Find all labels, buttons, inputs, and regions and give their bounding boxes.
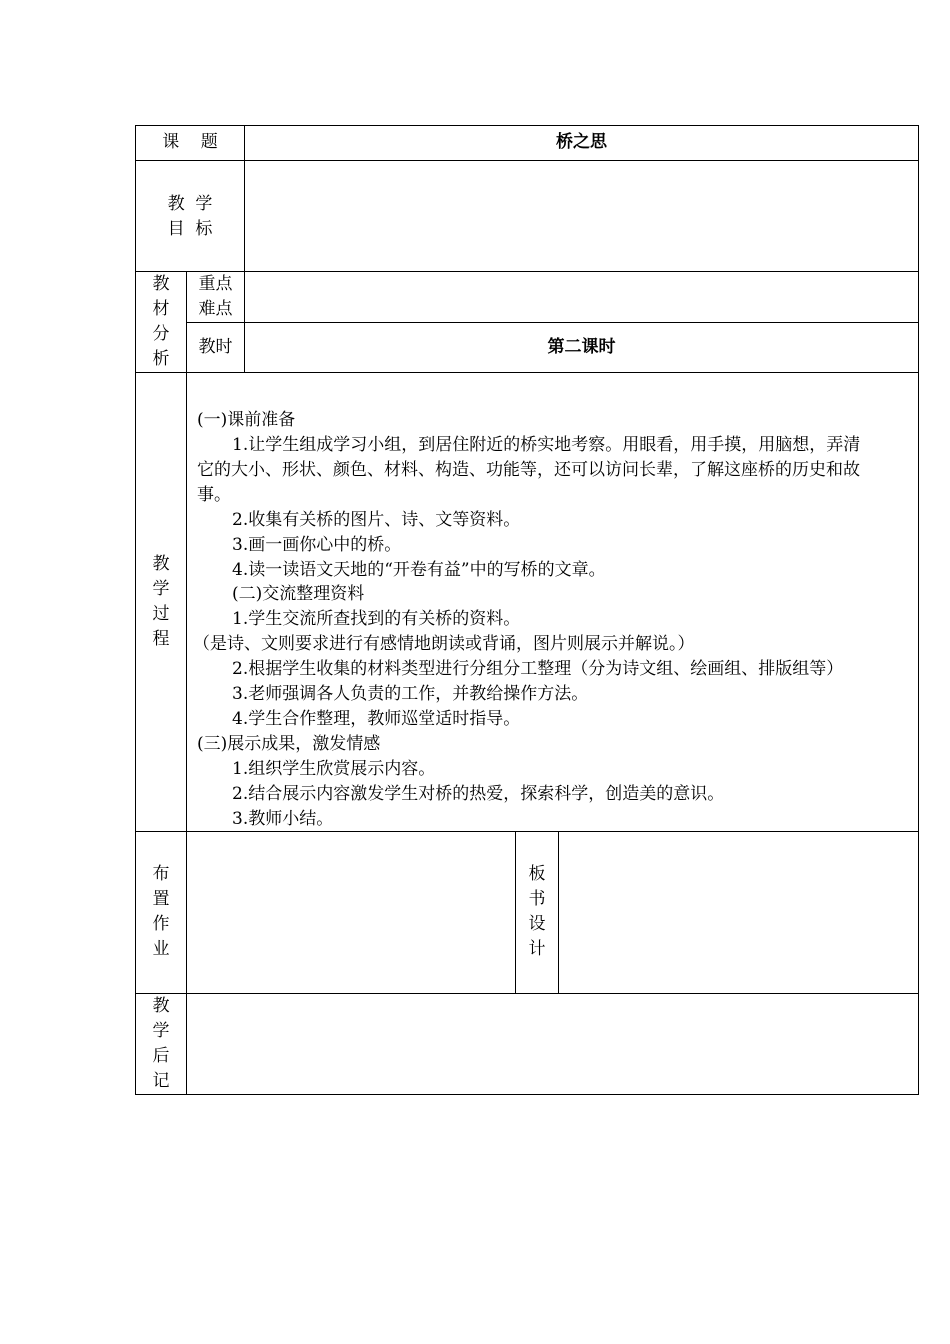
- key-points-label-line2: 难点: [198, 299, 233, 319]
- process-line: 2.收集有关桥的图片、诗、文等资料。: [232, 510, 521, 530]
- process-line: 2.根据学生收集的材料类型进行分组分工整理（分为诗文组、绘画组、排版组等）: [232, 659, 844, 679]
- lesson-label: 课 题: [162, 132, 218, 152]
- table-line: [186, 271, 187, 1094]
- material-analysis-label: [146, 272, 176, 372]
- period-label: 教时: [198, 337, 233, 357]
- table-line: [558, 831, 559, 993]
- process-line: 3.教师小结。: [232, 809, 334, 829]
- table-line: [918, 125, 919, 1095]
- table-line: [515, 831, 516, 993]
- label-char: 析: [152, 349, 170, 369]
- key-points-label-line1: 重点: [198, 274, 233, 294]
- table-line: [135, 271, 919, 272]
- objectives-label-line2: 目 标: [167, 219, 213, 239]
- label-char: 教: [152, 996, 170, 1016]
- process-line: 1.让学生组成学习小组，到居住附近的桥实地考察。用眼看，用手摸，用脑想，弄清: [232, 435, 861, 455]
- label-char: 计: [528, 939, 546, 959]
- process-line: (三)展示成果，激发情感: [197, 734, 381, 754]
- label-char: 教: [152, 274, 170, 294]
- label-char: 记: [152, 1071, 170, 1091]
- table-line: [135, 125, 919, 126]
- process-line: (二)交流整理资料: [232, 584, 365, 604]
- label-char: 学: [152, 1021, 170, 1041]
- homework-label: [146, 862, 176, 962]
- process-line: 1.组织学生欣赏展示内容。: [232, 759, 436, 779]
- period-value: 第二课时: [547, 337, 616, 357]
- label-char: 后: [152, 1046, 170, 1066]
- label-char: 过: [152, 604, 170, 624]
- process-line: （是诗、文则要求进行有感情地朗读或背诵，图片则展示并解说。）: [193, 634, 695, 654]
- process-line: 2.结合展示内容激发学生对桥的热爱，探索科学，创造美的意识。: [232, 784, 725, 804]
- table-line: [135, 160, 919, 161]
- process-line: 3.画一画你心中的桥。: [232, 535, 402, 555]
- label-char: 板: [528, 864, 546, 884]
- board-design-label: [522, 862, 552, 962]
- label-char: 设: [528, 914, 546, 934]
- label-char: 作: [152, 914, 170, 934]
- process-line: 4.读一读语文天地的“开卷有益”中的写桥的文章。: [232, 560, 606, 580]
- label-char: 学: [152, 579, 170, 599]
- label-char: 程: [152, 629, 170, 649]
- process-label: [146, 552, 176, 652]
- label-char: 业: [152, 939, 170, 959]
- process-line: 3.老师强调各人负责的工作，并教给操作方法。: [232, 684, 589, 704]
- table-line: [135, 125, 136, 1095]
- label-char: 材: [152, 299, 170, 319]
- label-char: 书: [528, 889, 546, 909]
- process-line: (一)课前准备: [197, 410, 296, 430]
- table-line: [135, 372, 919, 373]
- label-char: 布: [152, 864, 170, 884]
- table-line: [135, 993, 919, 994]
- table-line: [135, 1094, 919, 1095]
- label-char: 置: [152, 889, 170, 909]
- table-line: [186, 322, 919, 323]
- label-char: 教: [152, 554, 170, 574]
- process-line: 事。: [197, 485, 231, 505]
- label-char: 分: [152, 324, 170, 344]
- process-line: 它的大小、形状、颜色、材料、构造、功能等，还可以访问长辈，了解这座桥的历史和故: [197, 460, 860, 480]
- process-line: 4.学生合作整理，教师巡堂适时指导。: [232, 709, 521, 729]
- objectives-label-line1: 教 学: [167, 194, 213, 214]
- lesson-title: 桥之思: [556, 132, 607, 152]
- postscript-label: [146, 994, 176, 1094]
- process-line: 1.学生交流所查找到的有关桥的资料。: [232, 609, 521, 629]
